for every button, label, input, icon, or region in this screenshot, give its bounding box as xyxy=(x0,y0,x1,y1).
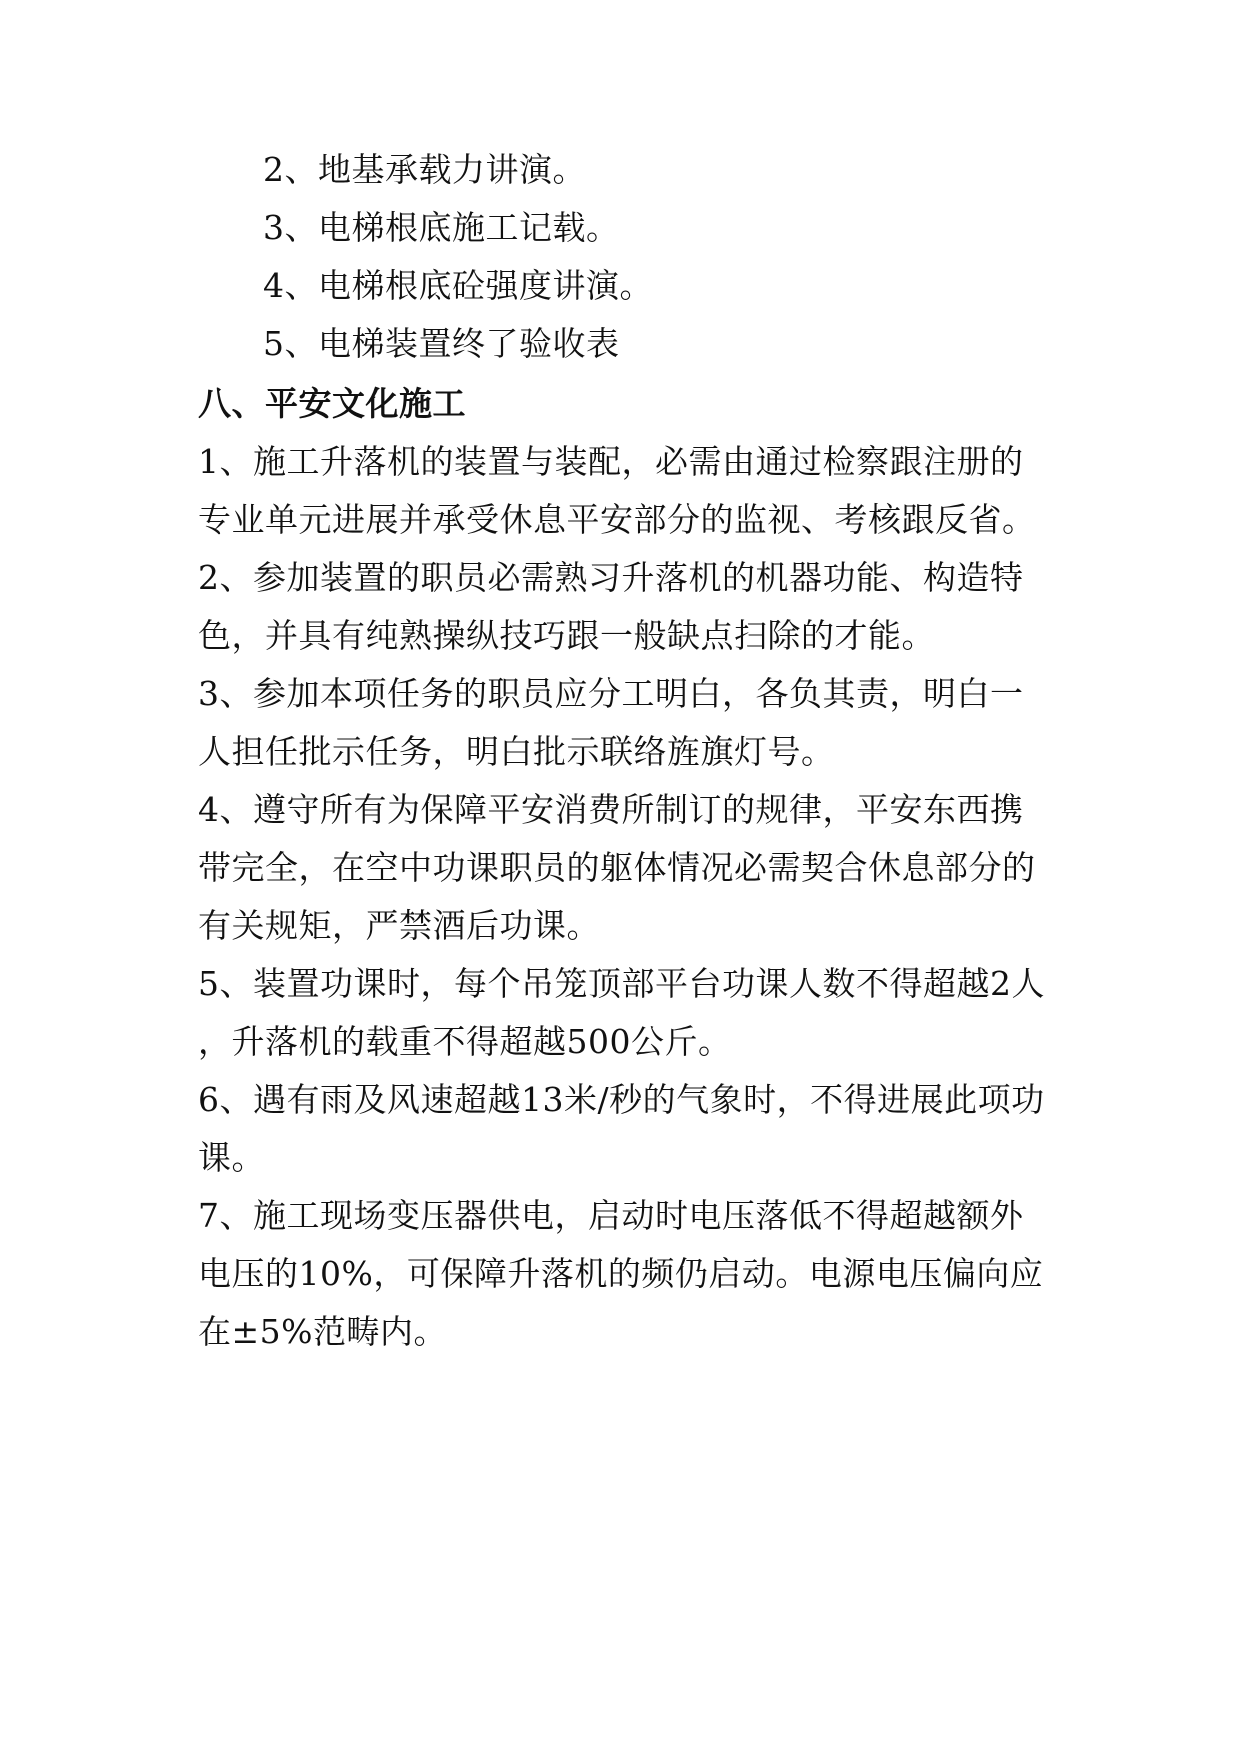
list-item: 4、电梯根底砼强度讲演。 xyxy=(263,266,653,305)
paragraph-line: 5、装置功课时，每个吊笼顶部平台功课人数不得超越2人 xyxy=(198,964,1045,1003)
paragraph-line: 课。 xyxy=(198,1138,265,1177)
paragraph-line: 专业单元进展并承受休息平安部分的监视、考核跟反省。 xyxy=(198,500,1036,539)
list-item: 2、地基承载力讲演。 xyxy=(263,150,586,189)
paragraph-line: 6、遇有雨及风速超越13米/秒的气象时，不得进展此项功 xyxy=(198,1080,1045,1119)
list-item: 5、电梯装置终了验收表 xyxy=(263,324,620,363)
paragraph-line: 4、遵守所有为保障平安消费所制订的规律，平安东西携 xyxy=(198,790,1024,829)
paragraph-line: 色，并具有纯熟操纵技巧跟一般缺点扫除的才能。 xyxy=(198,616,935,655)
paragraph-line: 3、参加本项任务的职员应分工明白，各负其责，明白一 xyxy=(198,674,1024,713)
paragraph-line: 电压的10%，可保障升落机的频仍启动。电源电压偏向应 xyxy=(198,1254,1044,1293)
paragraph-line: 带完全，在空中功课职员的躯体情况必需契合休息部分的 xyxy=(198,848,1036,887)
section-heading: 八、平安文化施工 xyxy=(198,384,466,423)
paragraph-line: 人担任批示任务，明白批示联络旌旗灯号。 xyxy=(198,732,835,771)
paragraph-line: 在±5%范畴内。 xyxy=(198,1312,448,1351)
paragraph-line: 7、施工现场变压器供电，启动时电压落低不得超越额外 xyxy=(198,1196,1024,1235)
paragraph-line: ，升落机的载重不得超越500公斤。 xyxy=(198,1022,732,1061)
paragraph-line: 有关规矩，严禁酒后功课。 xyxy=(198,906,600,945)
paragraph-line: 1、施工升落机的装置与装配，必需由通过检察跟注册的 xyxy=(198,442,1024,481)
list-item: 3、电梯根底施工记载。 xyxy=(263,208,620,247)
paragraph-line: 2、参加装置的职员必需熟习升落机的机器功能、构造特 xyxy=(198,558,1024,597)
